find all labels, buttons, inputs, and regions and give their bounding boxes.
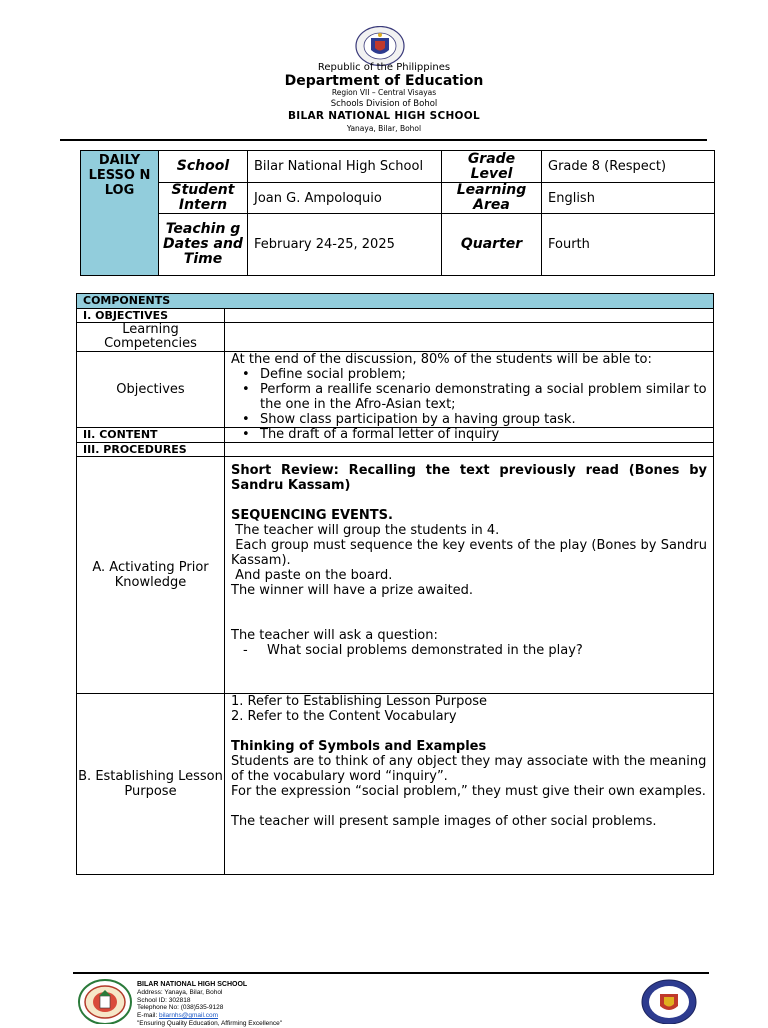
deped-division-seal-icon xyxy=(640,978,698,1024)
learning-area-value: English xyxy=(542,183,715,214)
reference-line: 1. Refer to Establishing Lesson Purpose xyxy=(231,694,488,709)
question-item xyxy=(231,643,707,658)
daily-lesson-log-title: DAILY LESSO N LOG xyxy=(81,151,159,276)
footer-address: Address: Yanaya, Bilar, Bohol xyxy=(137,988,223,996)
region-line: Region VII – Central Visayas xyxy=(331,88,437,97)
student-intern-value: Joan G. Ampoloquio xyxy=(248,183,442,214)
reference-line: 2. Refer to the Content Vocabulary xyxy=(231,709,457,724)
footer-telephone: Telephone No: (038)535-9128 xyxy=(137,1004,224,1012)
short-review-title: Short Review: Recalling the text previously read (Bones by Sandru Kassam) xyxy=(231,463,708,493)
question-intro: The teacher will ask a question: xyxy=(231,628,438,643)
teaching-dates-label: Teachin g Dates and Time xyxy=(159,214,248,276)
republic-line: Republic of the Philippines xyxy=(317,62,451,73)
footer-school-name: BILAR NATIONAL HIGH SCHOOL xyxy=(137,981,248,988)
footer-email-link[interactable]: bilarnhs@gmail.com xyxy=(159,1012,219,1020)
footer-divider xyxy=(73,972,709,974)
sequencing-events-title: SEQUENCING EVENTS. xyxy=(231,508,393,523)
department-title: Department of Education xyxy=(284,73,484,89)
activating-prior-knowledge-label: A. Activating Prior Knowledge xyxy=(77,457,225,694)
learning-area-label: Learning Area xyxy=(442,183,542,214)
learning-competencies-value xyxy=(225,323,714,352)
quarter-value: Fourth xyxy=(542,214,715,276)
components-header: COMPONENTS xyxy=(77,294,714,309)
objectives-header-blank xyxy=(225,309,714,323)
establishing-paragraph: Students are to think of any object they may associate with the meaning of the vocabulary word “inquiry”. xyxy=(231,754,707,784)
teaching-dates-value: February 24-25, 2025 xyxy=(248,214,442,276)
activity-line: Each group must sequence the key events of the play (Bones by Sandru Kassam). xyxy=(231,538,712,568)
objectives-intro: At the end of the discussion, 80% of the students will be able to: xyxy=(231,352,652,367)
student-intern-label: Student Intern xyxy=(159,183,248,214)
school-value: Bilar National High School xyxy=(248,151,442,183)
objective-item: • Show class participation by a having group task. xyxy=(260,412,707,427)
deped-seal-icon xyxy=(355,26,405,66)
school-logo-icon xyxy=(78,978,132,1024)
activity-line: And paste on the board. xyxy=(231,568,393,583)
footer-school-id: School ID: 302818 xyxy=(137,996,191,1004)
lesson-info-table xyxy=(80,150,715,276)
grade-level-label: Grade Level xyxy=(442,151,542,183)
objective-item: • Perform a reallife scenario demonstrating a social problem similar to the one in the Afro-Asian text; xyxy=(260,382,707,412)
establishing-paragraph: The teacher will present sample images of other social problems. xyxy=(231,814,657,829)
objectives-list xyxy=(231,367,707,427)
objectives-cell xyxy=(225,352,714,428)
procedures-header-blank xyxy=(225,443,714,457)
objectives-label: Objectives xyxy=(77,352,225,428)
school-label: School xyxy=(159,151,248,183)
footer-email-label: E-mail: xyxy=(137,1012,160,1020)
footer-motto: "Ensuring Quality Education, Affirming Excellence" xyxy=(137,1019,283,1027)
symbols-examples-title: Thinking of Symbols and Examples xyxy=(231,739,487,754)
activating-prior-knowledge-cell xyxy=(225,457,714,694)
objective-item: • Define social problem; xyxy=(260,367,707,382)
objectives-header: I. OBJECTIVES xyxy=(77,309,225,323)
lesson-plan-table xyxy=(76,293,714,875)
grade-level-value: Grade 8 (Respect) xyxy=(542,151,715,183)
content-item: • The draft of a formal letter of inquiry xyxy=(260,428,707,442)
procedures-header: III. PROCEDURES xyxy=(77,443,225,457)
division-line: Schools Division of Bohol xyxy=(330,99,438,109)
school-name: BILAR NATIONAL HIGH SCHOOL xyxy=(288,110,480,122)
quarter-label: Quarter xyxy=(442,214,542,276)
activity-line: The winner will have a prize awaited. xyxy=(231,583,474,598)
school-address: Yanaya, Bilar, Bohol xyxy=(346,124,422,133)
footer-contact-info xyxy=(137,981,282,1028)
content-cell xyxy=(225,428,714,443)
footer-email-line xyxy=(137,1012,282,1020)
establishing-paragraph: For the expression “social problem,” they must give their own examples. xyxy=(231,784,706,799)
activity-line: The teacher will group the students in 4. xyxy=(231,523,500,538)
content-header: II. CONTENT xyxy=(77,428,225,443)
establishing-lesson-purpose-label: B. Establishing Lesson Purpose xyxy=(77,694,225,875)
question-text: What social problems demonstrated in the play? xyxy=(267,643,583,658)
header-divider xyxy=(60,139,707,141)
learning-competencies-label: Learning Competencies xyxy=(77,323,225,352)
establishing-lesson-purpose-cell xyxy=(225,694,714,875)
